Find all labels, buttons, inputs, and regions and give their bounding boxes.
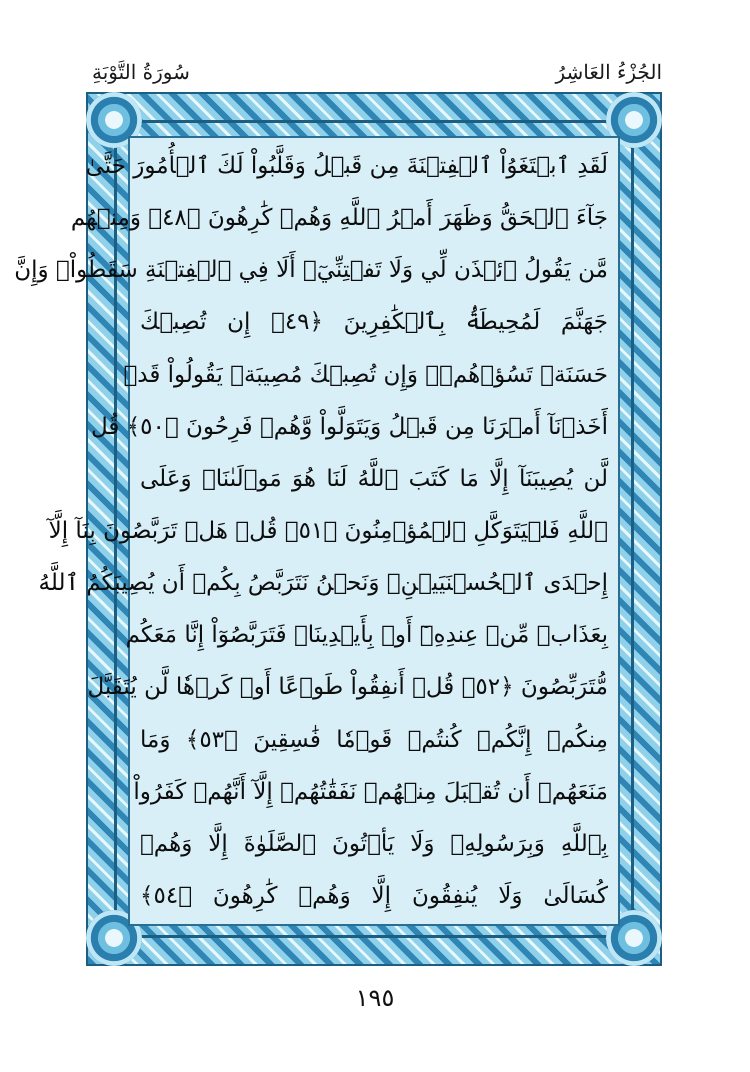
text-line: ٱللَّهِ فَلۡيَتَوَكَّلِ ٱلۡمُؤۡمِنُونَ ﴿٥١﴾ قُلۡ هَلۡ تَرَبَّصُونَ بِنَآ إِلَّآ xyxy=(48,517,608,544)
text-line: بِٱللَّهِ وَبِرَسُولِهِۦ وَلَا يَأۡتُونَ ٱلصَّلَوٰةَ إِلَّا وَهُمۡ xyxy=(140,830,608,857)
text-line: كُسَالَىٰ وَلَا يُنفِقُونَ إِلَّا وَهُمۡ كَٰرِهُونَ ﴿٥٤﴾ xyxy=(140,882,608,909)
text-line: لَقَدِ ٱبۡتَغَوُاْ ٱلۡفِتۡنَةَ مِن قَبۡلُ وَقَلَّبُواْ لَكَ ٱلۡأُمُورَ حَتَّىٰ xyxy=(85,153,608,179)
juz-name: الجُزْءُ العَاشِرُ xyxy=(555,60,662,84)
text-line: أَخَذۡنَآ أَمۡرَنَا مِن قَبۡلُ وَيَتَوَلَّواْ وَّهُمۡ فَرِحُونَ ﴿٥٠﴾ قُل xyxy=(90,413,608,440)
surah-name: سُورَةُ التَّوْبَةِ xyxy=(92,60,190,84)
page-number: ١٩٥ xyxy=(355,984,395,1012)
text-line: مَنَعَهُمۡ أَن تُقۡبَلَ مِنۡهُمۡ نَفَقَٰتُهُمۡ إِلَّآ أَنَّهُمۡ كَفَرُواْ xyxy=(133,778,608,805)
text-line: جَآءَ ٱلۡحَقُّ وَظَهَرَ أَمۡرُ ٱللَّهِ وَهُمۡ كَٰرِهُونَ ﴿٤٨﴾ وَمِنۡهُم xyxy=(70,205,608,232)
text-line: مُّتَرَبِّصُونَ ﴿٥٢﴾ قُلۡ أَنفِقُواْ طَوۡعًا أَوۡ كَرۡهٗا لَّن يُتَقَبَّلَ xyxy=(87,674,608,701)
text-line: جَهَنَّمَ لَمُحِيطَةُۢ بِٱلۡكَٰفِرِينَ ﴿٤٩﴾ إِن تُصِبۡكَ xyxy=(140,309,608,336)
text-line: إِحۡدَى ٱلۡحُسۡنَيَيۡنِۖ وَنَحۡنُ نَتَرَبَّصُ بِكُمۡ أَن يُصِيبَكُمُ ٱللَّهُ xyxy=(38,570,608,597)
text-line: مَّن يَقُولُ ٱئۡذَن لِّي وَلَا تَفۡتِنِّيٓۚ أَلَا فِي ٱلۡفِتۡنَةِ سَقَطُواْۗ وَإِنَّ xyxy=(14,257,608,284)
text-line: مِنكُمۡ إِنَّكُمۡ كُنتُمۡ قَوۡمٗا فَٰسِقِينَ ﴿٥٣﴾ وَمَا xyxy=(140,726,608,753)
text-line: حَسَنَةٞ تَسُؤۡهُمۡۖ وَإِن تُصِبۡكَ مُصِيبَةٞ يَقُولُواْ قَدۡ xyxy=(123,361,608,388)
quran-text-panel xyxy=(14,136,620,926)
text-line: لَّن يُصِيبَنَآ إِلَّا مَا كَتَبَ ٱللَّهُ لَنَا هُوَ مَوۡلَىٰنَاۚ وَعَلَى xyxy=(140,465,608,492)
ayah-lines xyxy=(14,140,608,922)
text-line: بِعَذَابٖ مِّنۡ عِندِهِۦٓ أَوۡ بِأَيۡدِينَاۖ فَتَرَبَّصُوٓاْ إِنَّا مَعَكُم xyxy=(125,622,608,649)
